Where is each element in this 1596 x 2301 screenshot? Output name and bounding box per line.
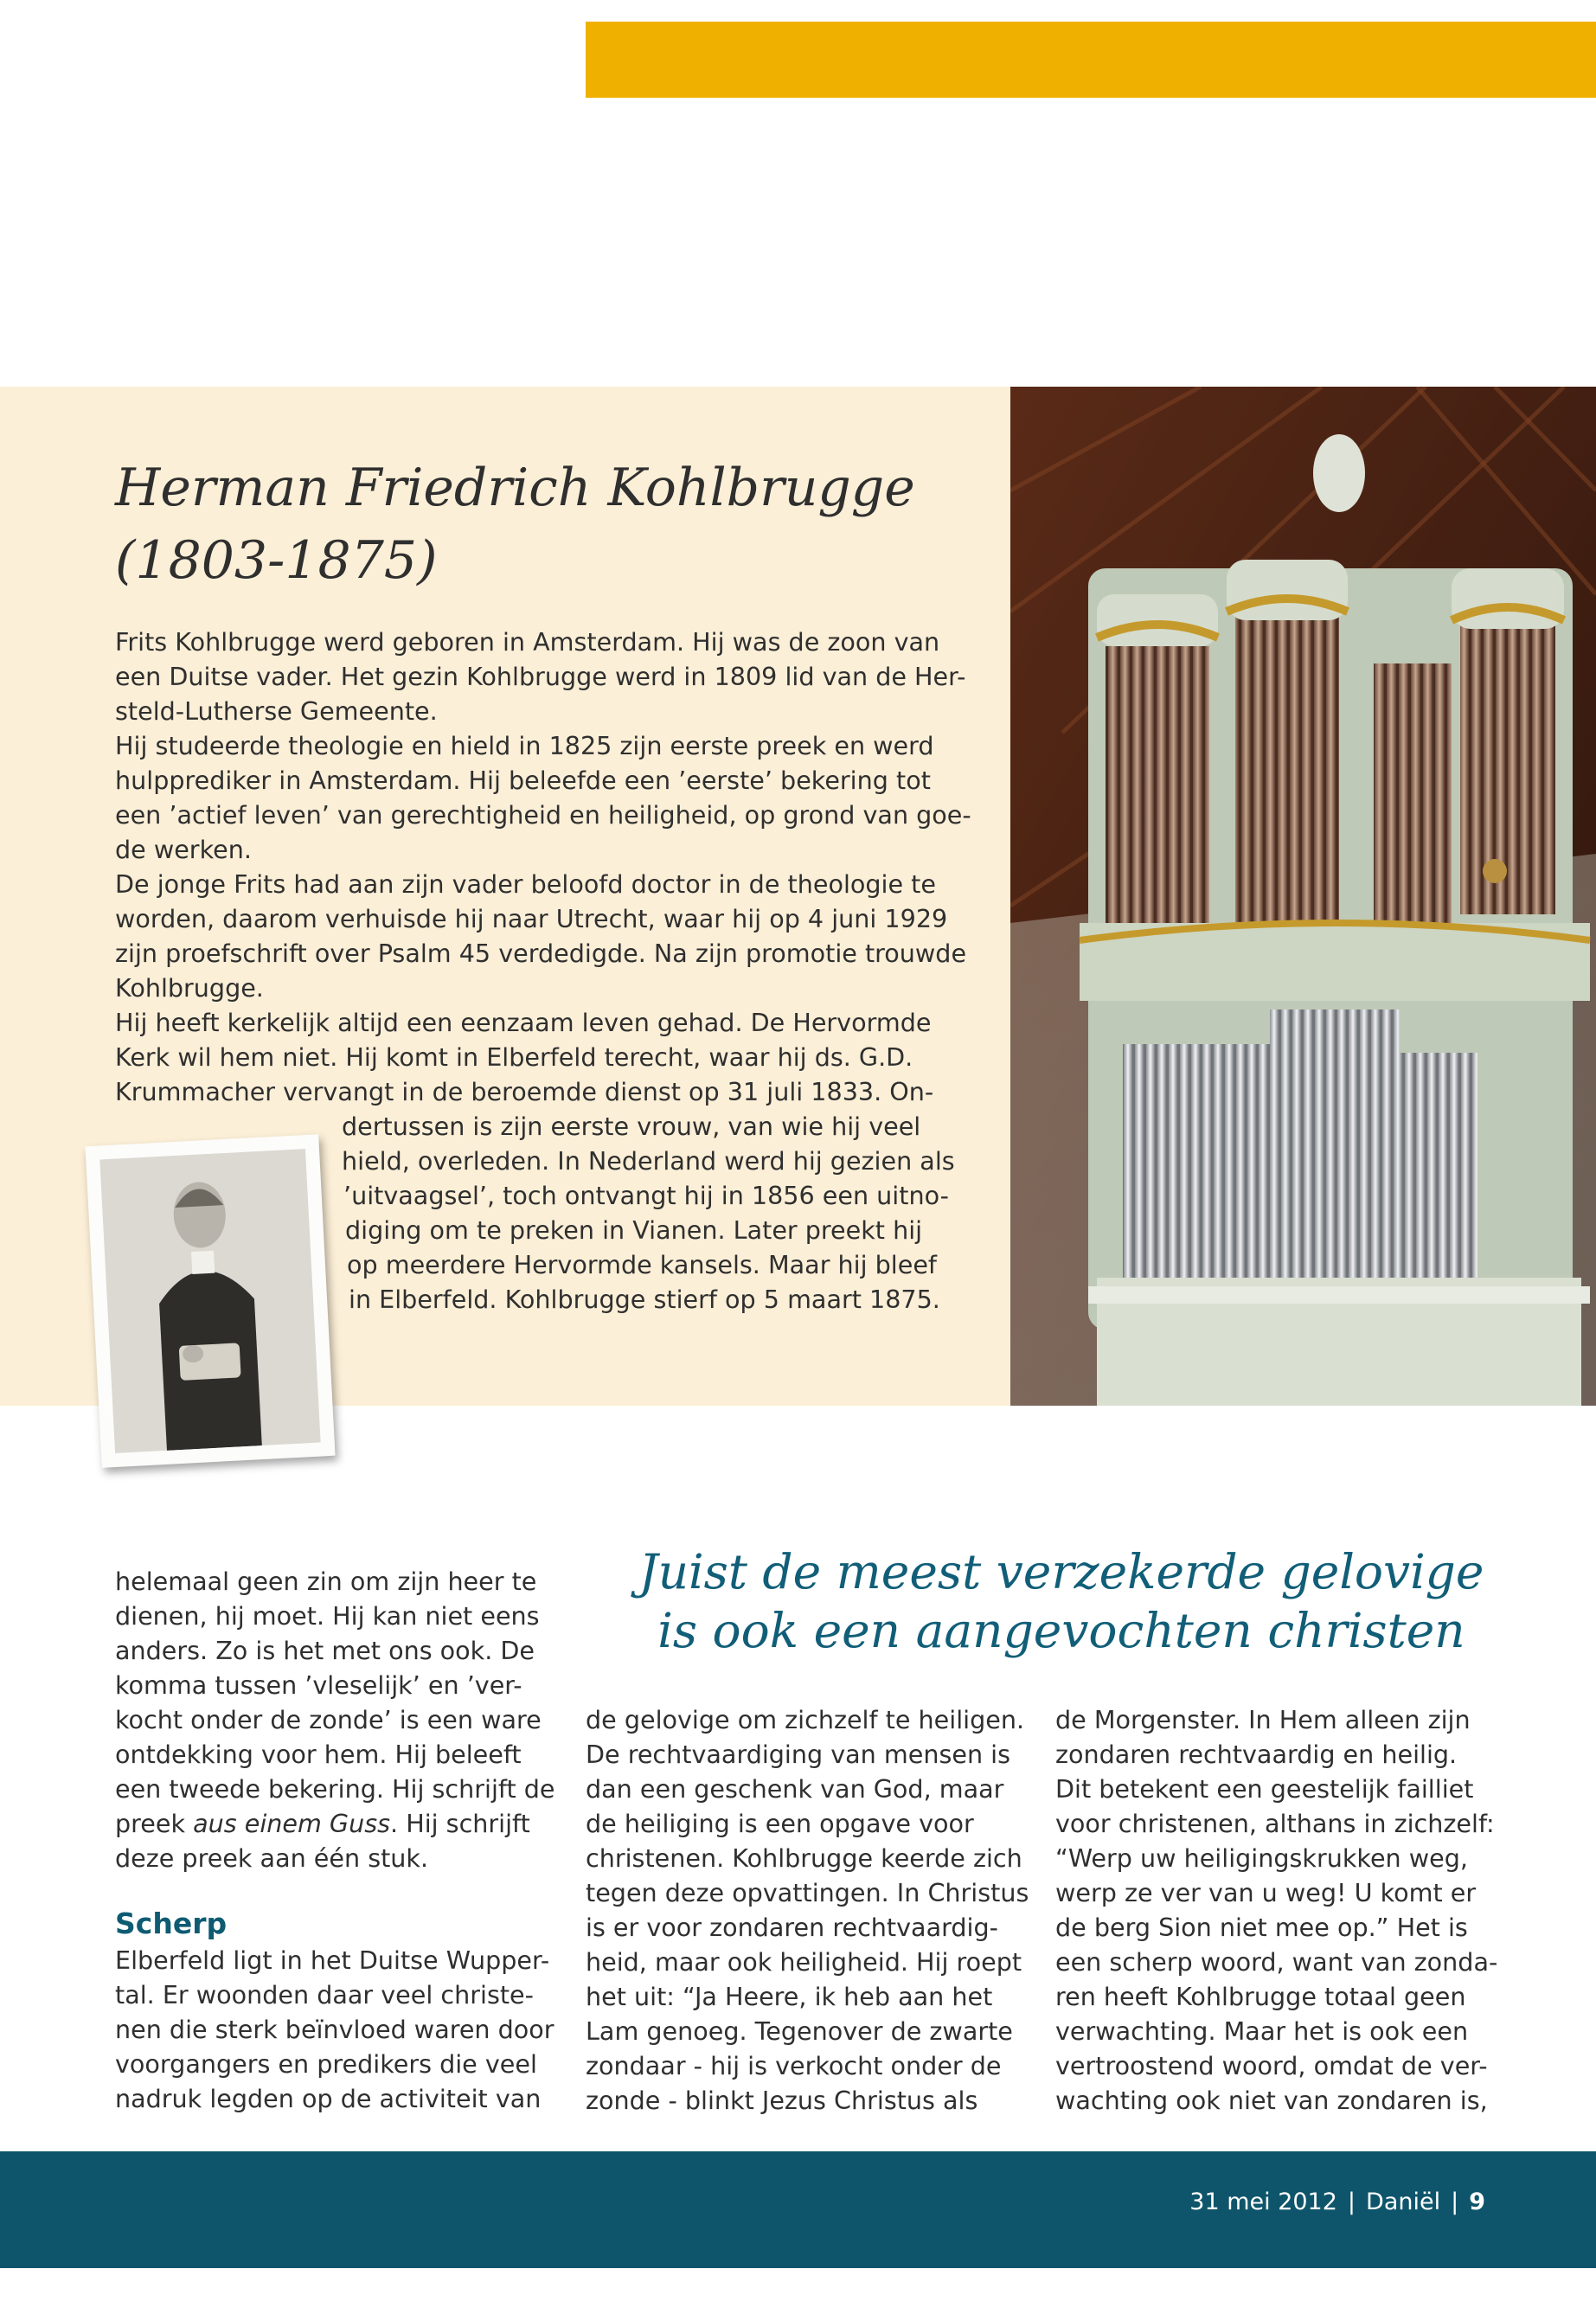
bio-line: steld-Lutherse Gemeente. [115, 696, 438, 726]
top-accent-bar [586, 22, 1596, 98]
article-column-1 [115, 1564, 565, 2116]
bio-line: Hij studeerde theologie en hield in 1825 zijn eerste preek en werd [115, 731, 934, 760]
bio-line: Kohlbrugge. [115, 973, 264, 1003]
body-line: De rechtvaardiging van mensen is [586, 1740, 1011, 1769]
body-line: zonde - blinkt Jezus Christus als [586, 2086, 978, 2115]
body-line: heid, maar ook heiligheid. Hij roept [586, 1947, 1022, 1977]
body-line: een scherp woord, want van zonda- [1055, 1947, 1498, 1977]
body-line: ontdekking voor hem. Hij beleeft [115, 1740, 522, 1769]
article-column-2 [586, 1702, 1035, 2118]
bio-title-years: (1803-1875) [115, 530, 438, 591]
page-number: 9 [1469, 2189, 1485, 2215]
body-line: Lam genoeg. Tegenover de zwarte [586, 2016, 1013, 2046]
body-line: wachting ook niet van zondaren is, [1055, 2086, 1488, 2115]
body-line: deze preek aan één stuk. [115, 1843, 429, 1873]
footer-separator: | [1451, 2189, 1459, 2215]
body-line: dan een geschenk van God, maar [586, 1774, 1004, 1804]
body-text: . Hij schrijft [390, 1809, 530, 1838]
body-line: werp ze ver van u weg! U komt er [1055, 1878, 1477, 1907]
organ-photo [1010, 387, 1596, 1406]
bio-line: Kerk wil hem niet. Hij komt in Elberfeld terecht, waar hij ds. G.D. [115, 1042, 913, 1072]
body-line: ren heeft Kohlbrugge totaal geen [1055, 1982, 1466, 2011]
body-text: preek [115, 1809, 194, 1838]
body-line: het uit: “Ja Heere, ik heb aan het [586, 1982, 993, 2011]
body-line: komma tussen ’vleselijk’ en ’ver- [115, 1670, 522, 1700]
body-line: tal. Er woonden daar veel christe- [115, 1980, 534, 2009]
bio-line: op meerdere Hervormde kansels. Maar hij bleef [347, 1250, 937, 1279]
bio-line: dertussen is zijn eerste vrouw, van wie hij veel [342, 1112, 921, 1141]
footer-separator: | [1347, 2189, 1356, 2215]
bio-line: ’uitvaagsel’, toch ontvangt hij in 1856 een uitno- [343, 1181, 949, 1210]
bio-line: worden, daarom verhuisde hij naar Utrecht, waar hij op 4 juni 1929 [115, 904, 948, 933]
bio-line: de werken. [115, 835, 252, 864]
bio-line: Hij heeft kerkelijk altijd een eenzaam leven gehad. De Hervormde [115, 1008, 932, 1037]
body-line: christenen. Kohlbrugge keerde zich [586, 1843, 1022, 1873]
portrait-photo [85, 1134, 335, 1468]
body-line: Dit betekent een geestelijk failliet [1055, 1774, 1474, 1804]
pull-quote [586, 1542, 1537, 1660]
body-line: nen die sterk beïnvloed waren door [115, 2015, 554, 2044]
body-line: zondaar - hij is verkocht onder de [586, 2051, 1002, 2080]
body-line: de Morgenster. In Hem alleen zijn [1055, 1705, 1471, 1734]
bio-line: een ’actief leven’ van gerechtigheid en heiligheid, op grond van goe- [115, 800, 971, 830]
body-line: de heiliging is een opgave voor [586, 1809, 974, 1838]
body-line: nadruk legden op de activiteit van [115, 2084, 542, 2113]
body-line: is er voor zondaren rechtvaardig- [586, 1913, 998, 1942]
bio-line: in Elberfeld. Kohlbrugge stierf op 5 maart 1875. [349, 1285, 940, 1314]
body-line: een tweede bekering. Hij schrijft de [115, 1774, 555, 1804]
body-line: de gelovige om zichzelf te heiligen. [586, 1705, 1025, 1734]
body-line: zondaren rechtvaardig en heilig. [1055, 1740, 1458, 1769]
bio-line: zijn proefschrift over Psalm 45 verdedigde. Na zijn promotie trouwde [115, 939, 967, 968]
body-line: voorgangers en predikers die veel [115, 2049, 537, 2079]
bio-line: De jonge Frits had aan zijn vader beloofd doctor in de theologie te [115, 869, 936, 899]
bio-line: Krummacher vervangt in de beroemde dienst op 31 juli 1833. On- [115, 1077, 934, 1106]
body-line: helemaal geen zin om zijn heer te [115, 1567, 537, 1596]
pull-quote-line: Juist de meest verzekerde gelovige [638, 1544, 1484, 1599]
spacer [115, 1875, 565, 1905]
body-line: verwachting. Maar het is ook een [1055, 2016, 1469, 2046]
body-line: Elberfeld ligt in het Duitse Wupper- [115, 1945, 550, 1975]
bio-line: diging om te preken in Vianen. Later preekt hij [345, 1215, 923, 1245]
bio-line: Frits Kohlbrugge werd geboren in Amsterdam. Hij was de zoon van [115, 627, 940, 657]
body-line: vertroostend woord, omdat de ver- [1055, 2051, 1488, 2080]
body-line: voor christenen, althans in zichzelf: [1055, 1809, 1495, 1838]
body-line: dienen, hij moet. Hij kan niet eens [115, 1601, 540, 1631]
subheading: Scherp [115, 1907, 228, 1940]
footer-info [1189, 2185, 1485, 2220]
bio-title [115, 452, 928, 597]
italic-title: aus einem Guss [193, 1809, 391, 1838]
issue-date: 31 mei 2012 [1189, 2189, 1337, 2215]
bio-line: hulpprediker in Amsterdam. Hij beleefde een ’eerste’ bekering tot [115, 766, 931, 795]
body-line: de berg Sion niet mee op.” Het is [1055, 1913, 1468, 1942]
body-line: kocht onder de zonde’ is een ware [115, 1705, 542, 1734]
magazine-name: Daniël [1366, 2189, 1441, 2215]
bio-title-line: Herman Friedrich Kohlbrugge [115, 458, 915, 518]
body-line [115, 1806, 565, 1841]
body-line: tegen deze opvattingen. In Christus [586, 1878, 1029, 1907]
article-column-3 [1055, 1702, 1540, 2118]
portrait-engraving [99, 1149, 320, 1453]
organ-illustration [1010, 387, 1596, 1406]
body-line: “Werp uw heiligingskrukken weg, [1055, 1843, 1468, 1873]
body-line: anders. Zo is het met ons ook. De [115, 1636, 535, 1665]
bio-line: hield, overleden. In Nederland werd hij gezien als [342, 1146, 955, 1176]
bio-line: een Duitse vader. Het gezin Kohlbrugge werd in 1809 lid van de Her- [115, 662, 966, 691]
pull-quote-line: is ook een aangevochten christen [657, 1603, 1465, 1658]
